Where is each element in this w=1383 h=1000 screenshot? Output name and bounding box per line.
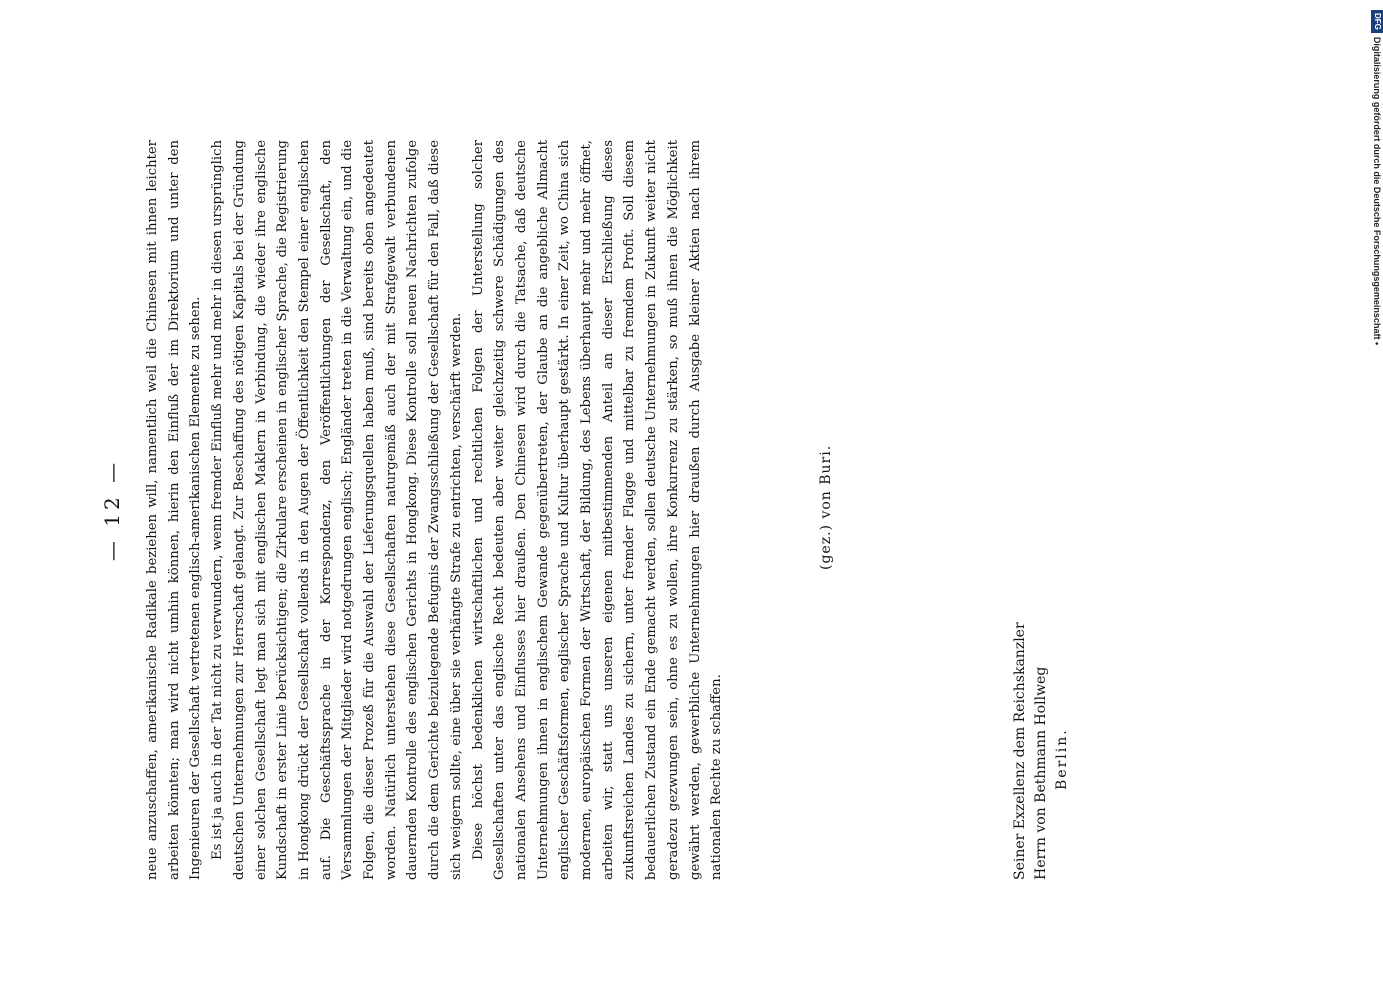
addressee-line-3: Berlin.	[1054, 728, 1070, 790]
dfg-logo: DFG	[1371, 10, 1383, 33]
page-number-header: — 12 —	[100, 458, 124, 562]
funding-notice-text: Digitalisierung gefördert durch die Deutsche Forschungsgemeinschaft •	[1372, 36, 1382, 346]
paragraph-2: Es ist ja auch in der Tat nicht zu verwundern, wenn fremder Einfluß mehr und mehr in diesen ursprünglich deutschen Unternehmungen zur Herrschaft gelangt. Zur Beschaffung des nötigen Kapitals bei der Gründung einer solchen Gesellschaft legt man sich mit englischen Maklern in Verbindung, die wieder ihre englische Kundschaft in erster Linie berücksichtigen; die Zirkulare erscheinen in englischer Sprache, die Registrierung in Hongkong drückt der Gesellschaft vollends in den Augen der Öffentlichkeit den Stempel einer englischen auf. Die Geschäftssprache in der Korrespondenz, den Veröffentlichungen der Gesellschaft, den Versammlungen der Mitglieder wird notgedrungen englisch; Engländer treten in die Verwaltung ein, und die Folgen, die dieser Prozeß für die Auswahl der Lieferungsquellen haben muß, sind bereits oben angedeutet worden. Natürlich unterstehen diese Gesellschaften naturgemäß auch der mit Strafgewalt verbundenen dauernden Kontrolle des englischen Gerichts in Hongkong. Diese Kontrolle soll neuen Nachrichten zufolge durch die dem Gerichte beizulegende Befugnis der Zwangsschließung der Gesellschaft für den Fall, daß diese sich weigern sollte, eine über sie verhängte Strafe zu entrichten, verschärft werden.	[210, 140, 464, 880]
signature: (gez.) von Buri.	[818, 444, 834, 570]
addressee-line-2: Herrn von Bethmann Hollweg	[1033, 666, 1049, 880]
funding-notice	[1371, 10, 1383, 390]
paragraph-3: Diese höchst bedenklichen wirtschaftlichen und rechtlichen Folgen der Unterstellung solcher Gesellschaften unter das englische Recht bedeuten aber weiter gleichzeitig schwere Schädigungen des nationalen Ansehens und Einflusses hier draußen. Den Chinesen wird durch die Tatsache, daß deutsche Unternehmungen ihnen in englischem Gewande gegenübertreten, der Glaube an die angebliche Allmacht englischer Geschäftsformen, englischer Sprache und Kultur überhaupt gestärkt. In einer Zeit, wo China sich modernen, europäischen Formen der Wirtschaft, der Bildung, des Lebens überhaupt mehr und mehr öffnet, arbeiten wir, statt uns unseren eigenen mitbestimmenden Anteil an dieser Erschließung dieses zukunftsreichen Landes zu sichern, unter fremder Flagge und mittelbar zu fremdem Profit. Soll diesem bedauerlichen Zustand ein Ende gemacht werden, sollen deutsche Unternehmungen in Zukunft weiter nicht geradezu gezwungen sein, ohne es zu wollen, ihre Konkurrenz zu stärken, so muß ihnen die Möglichkeit gewährt werden, gewerbliche Unternehmungen hier draußen durch Ausgabe kleiner Aktien nach ihrem nationalen Rechte zu schaffen.	[470, 140, 725, 880]
addressee-block	[1010, 622, 1073, 880]
addressee-line-1: Seiner Exzellenz dem Reichskanzler	[1012, 622, 1028, 880]
body-text	[142, 140, 728, 880]
rotated-page	[100, 140, 1100, 880]
paragraph-1: neue anzuschaffen, amerikanische Radikale beziehen will, namentlich weil die Chinesen mit ihnen leichter arbeiten könnten; man wird nicht umhin können, hierin den Einfluß der im Direktorium und unter den Ingenieuren der Gesellschaft vertretenen englisch-amerikanischen Elemente zu sehen.	[145, 140, 204, 880]
